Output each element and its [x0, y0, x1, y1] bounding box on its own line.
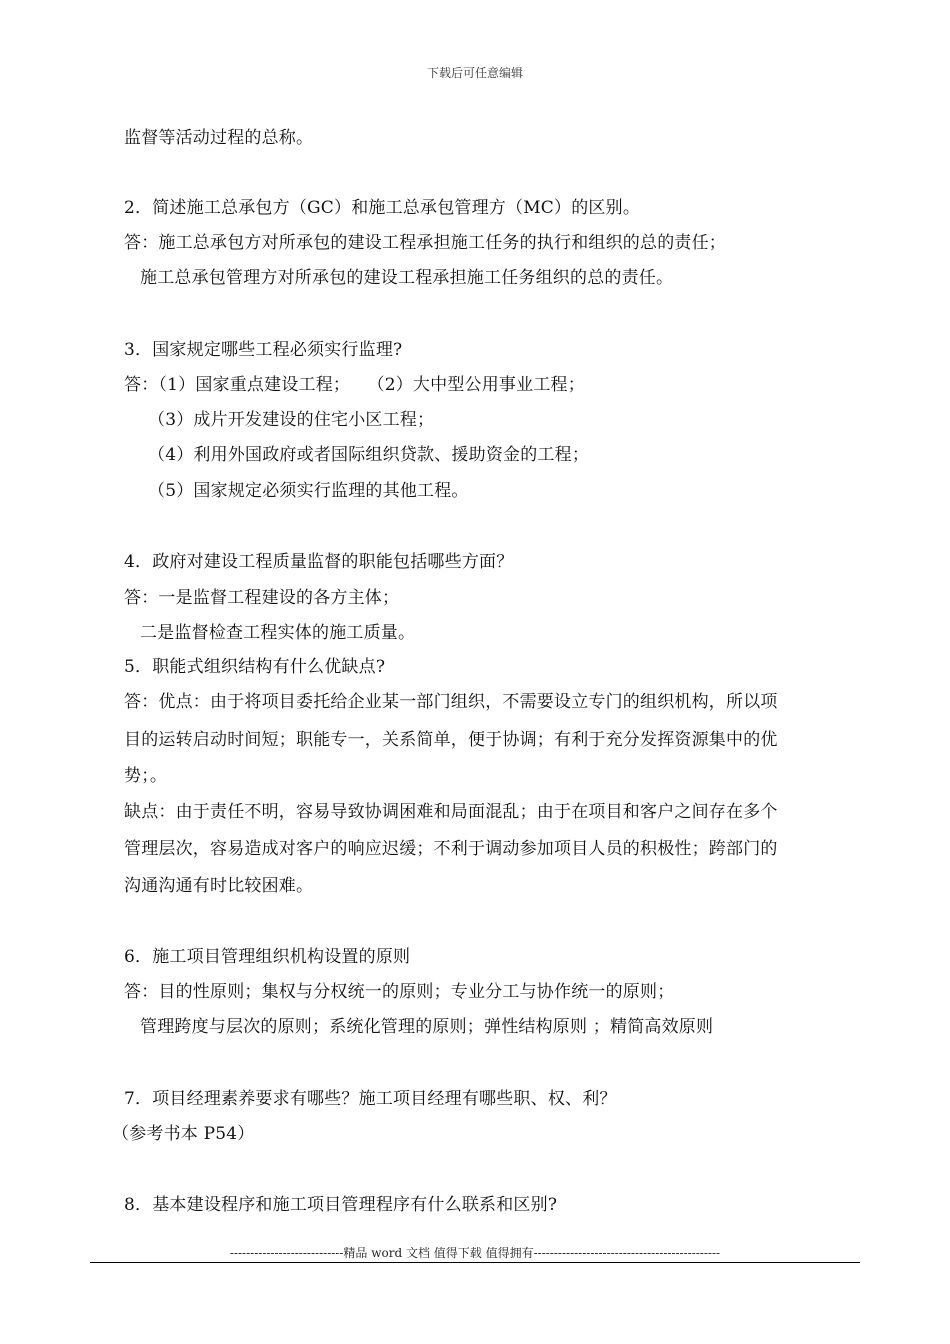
question-5: 5．职能式组织结构有什么优缺点?	[124, 657, 386, 677]
answer-line: 答：（1）国家重点建设工程； （2）大中型公用事业工程；	[124, 375, 585, 395]
answer-line: 管理层次，容易造成对客户的响应迟缓；不利于调动参加项目人员的积极性；跨部门的	[124, 839, 778, 859]
answer-line: （3）成片开发建设的住宅小区工程；	[148, 410, 435, 430]
answer-line: 答：一是监督工程建设的各方主体；	[124, 588, 400, 608]
answer-line: 势；。	[124, 766, 168, 786]
question-2: 2．简述施工总承包方（GC）和施工总承包管理方（MC）的区别。	[124, 198, 641, 218]
question-4: 4．政府对建设工程质量监督的职能包括哪些方面？	[124, 552, 514, 572]
reference-note: （参考书本 P54）	[112, 1124, 255, 1144]
answer-line: 答：优点：由于将项目委托给企业某一部门组织，不需要设立专门的组织机构，所以项	[124, 692, 778, 712]
footer-divider	[90, 1262, 860, 1263]
answer-line: 管理跨度与层次的原则；系统化管理的原则；弹性结构原则 ；精简高效原则	[140, 1017, 714, 1037]
answer-line: 答：施工总承包方对所承包的建设工程承担施工任务的执行和组织的总的责任；	[124, 233, 726, 253]
answer-line: 沟通沟通有时比较困难。	[124, 876, 314, 896]
answer-line: 二是监督检查工程实体的施工质量。	[140, 623, 416, 643]
answer-line: 缺点：由于责任不明，容易导致协调困难和局面混乱；由于在项目和客户之间存在多个	[124, 802, 778, 822]
page-header: 下载后可任意编辑	[426, 66, 523, 80]
answer-line: 施工总承包管理方对所承包的建设工程承担施工任务组织的总的责任。	[140, 268, 674, 288]
answer-line: 答：目的性原则；集权与分权统一的原则；专业分工与协作统一的原则；	[124, 982, 675, 1002]
question-3: 3．国家规定哪些工程必须实行监理?	[124, 340, 403, 360]
answer-line: 目的运转启动时间短；职能专一，关系简单，便于协调；有利于充分发挥资源集中的优	[124, 730, 778, 750]
page-footer: ----------------------------精品 word 文档 值得下载 值得拥有----------------------------------------------	[229, 1246, 721, 1260]
answer-line: （5）国家规定必须实行监理的其他工程。	[148, 481, 469, 501]
answer-line: （4）利用外国政府或者国际组织贷款、援助资金的工程；	[148, 445, 590, 465]
question-7: 7．项目经理素养要求有哪些？施工项目经理有哪些职、权、利？	[124, 1089, 617, 1109]
question-8: 8．基本建设程序和施工项目管理程序有什么联系和区别?	[124, 1195, 558, 1215]
text-line: 监督等活动过程的总称。	[124, 128, 314, 148]
question-6: 6．施工项目管理组织机构设置的原则	[124, 947, 411, 967]
